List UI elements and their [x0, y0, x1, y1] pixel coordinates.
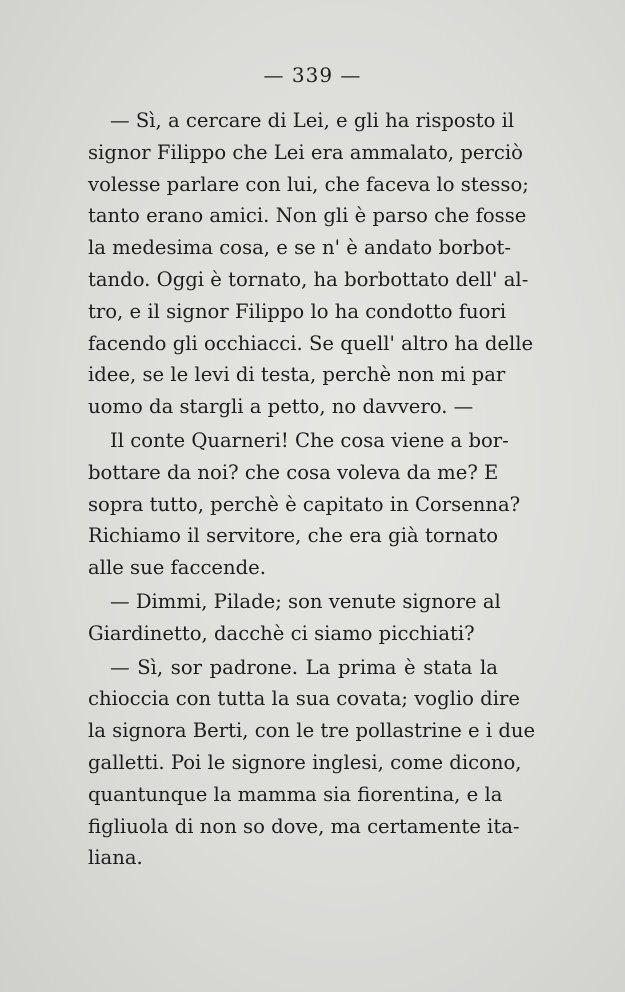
text-line: quantunque la mamma sia fiorentina, e la — [88, 782, 503, 806]
text-line: Giardinetto, dacchè ci siamo picchiati? — [88, 621, 475, 645]
text-line: chioccia con tutta la sua covata; voglio dire — [88, 687, 520, 711]
text-line: la signora Berti, con le tre pollastrine e i due — [88, 719, 536, 743]
text-line: tro, e il signor Filippo lo ha condotto fuori — [88, 299, 507, 323]
text-line: idee, se le levi di testa, perchè non mi par — [88, 363, 506, 387]
text-line: galletti. Poi le signore inglesi, come dicono, — [88, 750, 522, 774]
text-line: volesse parlare con lui, che faceva lo stesso; — [88, 172, 529, 196]
text-line: bottare da noi? che cosa voleva da me? E — [88, 460, 499, 484]
page-number: — 339 — — [263, 63, 362, 87]
text-line: — Sì, a cercare di Lei, e gli ha risposto il — [110, 109, 515, 132]
body-text — [88, 105, 536, 874]
text-line: figliuola di non so dove, ma certamente ita- — [88, 814, 520, 838]
text-line: — Sì, sor padrone. La prima è stata la — [110, 655, 498, 679]
text-line: liana. — [88, 846, 143, 870]
text-line: Richiamo il servitore, che era già tornato — [88, 524, 498, 548]
text-line: tanto erano amici. Non gli è parso che fosse — [88, 204, 527, 228]
text-line: Il conte Quarneri! Che cosa viene a bor- — [110, 428, 509, 452]
text-line: tando. Oggi è tornato, ha borbottato dell' al- — [88, 267, 529, 291]
text-line: sopra tutto, perchè è capitato in Corsenna? — [88, 492, 521, 516]
text-line: signor Filippo che Lei era ammalato, perciò — [88, 140, 523, 164]
text-line: uomo da stargli a petto, no davvero. — — [88, 395, 474, 419]
text-line: alle sue faccende. — [88, 556, 266, 580]
text-line: — Dimmi, Pilade; son venute signore al — [110, 589, 501, 613]
text-line: la medesima cosa, e se n' è andato borbot- — [88, 236, 511, 260]
text-line: facendo gli occhiacci. Se quell' altro ha delle — [88, 331, 534, 355]
